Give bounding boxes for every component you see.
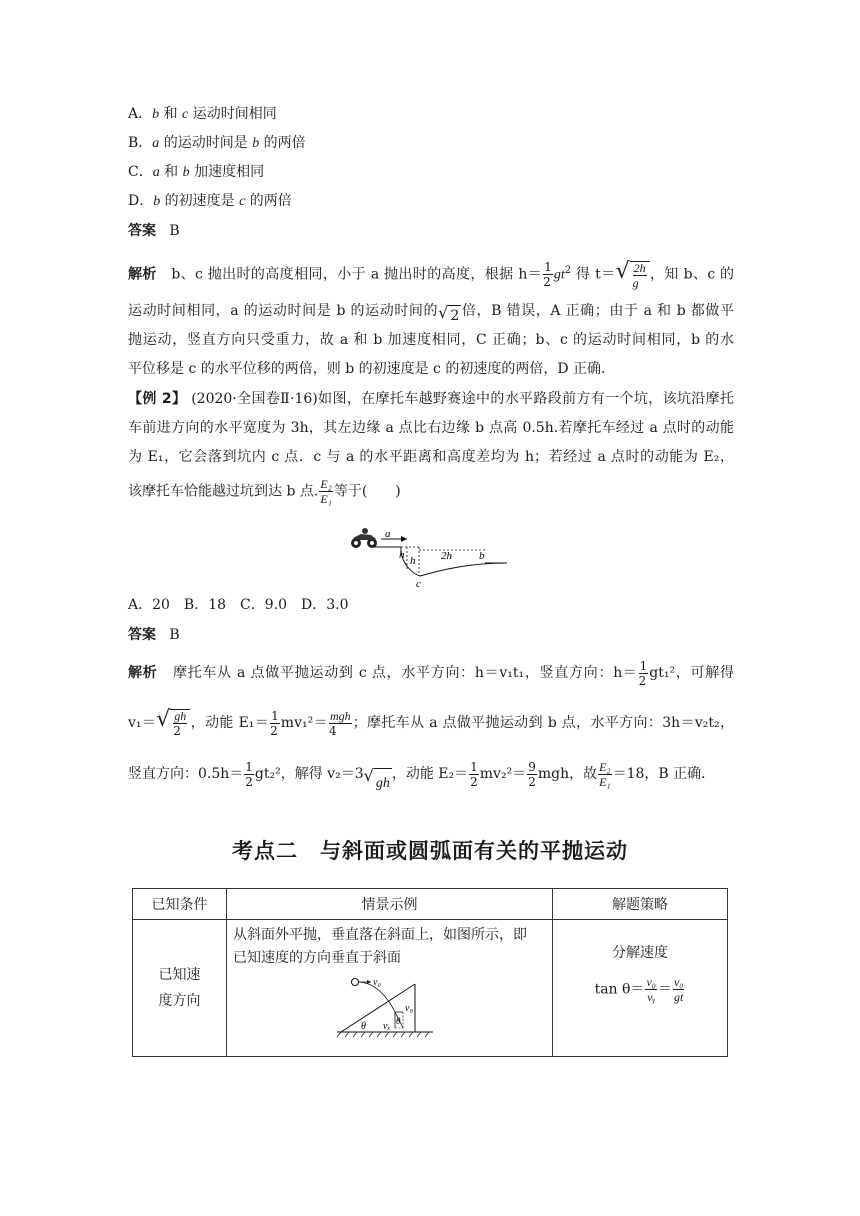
option-b: B．a 的运动时间是 b 的两倍 <box>128 135 306 151</box>
example-tag: 【例 2】 <box>128 391 187 407</box>
fraction-e2-e1: $\frac{\text{E₂}}{\text{E₁}}$ <box>320 477 332 506</box>
analysis-2-line3: 竖直方向：0.5h＝ $\frac{1}{2}$ gt₂²，解得 v₂＝3 √ gh ，动能 E₂＝ $\frac{1}{2}$ mv₂²＝ $\frac{9}{2}$ mgh，故 $\frac{\text{E₂}}{\text{E₁}}$ ＝18，B 正确． <box>128 759 734 799</box>
answer-value: B <box>169 223 180 239</box>
analysis-2-line1: 解析 摩托车从 a 点做平抛运动到 c 点，水平方向：h＝v₁t₁，竖直方向：h＝ $\frac{1}{2}$ gt₁²，可解得 <box>128 658 735 688</box>
cell-example: 从斜面外平抛，垂直落在斜面上，如图所示，即 已知速度的方向垂直于斜面 v₀ v₀ vₓ θ θ <box>227 920 553 1057</box>
incline-diagram <box>333 974 453 1040</box>
section-title: 考点二 与斜面或圆弧面有关的平抛运动 <box>232 839 628 863</box>
answer-1 <box>128 221 180 241</box>
motorcycle-icon <box>351 528 377 548</box>
answer-label: 答案 <box>128 223 156 239</box>
sqrt-2: √ 2 <box>438 303 460 324</box>
sqrt-gh: √ gh <box>364 768 392 799</box>
analysis-1-line4: 平位移是 c 的水平位移的两倍，则 b 的初速度是 c 的初速度的两倍，D 正确． <box>128 361 616 377</box>
label-v0-top: v₀ <box>373 977 381 988</box>
label-h2: h <box>410 555 416 567</box>
sqrt-2h-over-g: √ $\frac{2h}{g}$ <box>616 261 650 289</box>
example-2-line3: 为 E₁，它会落到坑内 c 点．c 与 a 的水平距离和高度差均为 h；若经过 a 点时的动能为 E₂， <box>128 449 734 465</box>
example-2-line2: 车前进方向的水平宽度为 3h，其左边缘 a 点比右边缘 b 点高 0.5h.若摩托车经过 a 点时的动能 <box>128 420 734 436</box>
label-theta-1: θ <box>361 1021 366 1032</box>
sqrt-gh-over-2: √ $\frac{gh}{2}$ <box>156 709 190 737</box>
label-b: b <box>479 550 485 562</box>
analysis-2-line2: v₁＝ √ $\frac{gh}{2}$ ，动能 E₁＝ $\frac{1}{2}$ mv₁²＝ $\frac{\text{mgh}}{4}$ ；摩托车从 a 点做平抛运动到 b 点，水平方向：3h＝v₂t₂， <box>128 707 734 738</box>
analysis-label-2: 解析 <box>128 665 158 681</box>
label-h1: h <box>399 549 405 561</box>
answer-2 <box>128 625 180 645</box>
analysis-1-line2: 运动时间相同，a 的运动时间是 b 的运动时间的 √ 2 倍，B 错误，A 正确；由于 a 和 b 都做平 <box>128 303 734 324</box>
label-a: a <box>385 528 391 540</box>
strategy-table <box>132 888 728 1057</box>
pit-diagram <box>345 526 515 590</box>
cell-strategy: 分解速度 tan θ＝ $\frac{\text{v₀}}{\text{vᵧ}}$ ＝ $\frac{\text{v₀}}{gt}$ <box>553 920 728 1057</box>
header-strategy: 解题策略 <box>553 889 728 920</box>
header-condition: 已知条件 <box>133 889 227 920</box>
label-c: c <box>416 578 421 590</box>
header-example: 情景示例 <box>227 889 553 920</box>
example-2-line4: 该摩托车恰能越过坑到达 b 点. $\frac{\text{E₂}}{\text{E₁}}$ 等于( ) <box>128 477 401 506</box>
table-header-row <box>133 889 728 920</box>
analysis-1-line1: 解析 b、c 抛出时的高度相同，小于 a 抛出时的高度，根据 h＝ $\frac{1}{2}$ $gt^2$ 得 t＝ √ $\frac{2h}{g}$ ，知 b、c 的 <box>128 258 735 290</box>
option-c: C．a 和 b 加速度相同 <box>128 164 265 180</box>
option-a: A．b 和 c 运动时间相同 <box>128 106 277 122</box>
label-2h: 2h <box>441 550 452 562</box>
answer-label-2: 答案 <box>128 627 156 643</box>
cell-condition: 已知速 度方向 <box>133 920 227 1057</box>
label-vx: vₓ <box>383 1021 391 1032</box>
option-d: D．b 的初速度是 c 的两倍 <box>128 193 292 209</box>
analysis-1-line3: 抛运动，竖直方向只受重力，故 a 和 b 加速度相同，C 正确；b、c 的运动时间相同，b 的水 <box>128 332 734 348</box>
example-2-options: A．20 B．18 C．9.0 D．3.0 <box>128 597 349 613</box>
label-theta-2: θ <box>396 1016 401 1026</box>
table-row <box>133 920 728 1057</box>
answer-value-2: B <box>169 627 180 643</box>
label-v0-side: v₀ <box>405 1003 413 1014</box>
fraction-half: $\frac{1}{2}$ <box>543 260 552 290</box>
analysis-label: 解析 <box>128 266 157 283</box>
tan-formula: tan θ＝ $\frac{\text{v₀}}{\text{vᵧ}}$ ＝ $\frac{\text{v₀}}{gt}$ <box>594 975 684 1004</box>
example-2-line1: 【例 2】 (2020·全国卷Ⅱ·16)如图，在摩托车越野赛途中的水平路段前方有一个坑，该坑沿摩托 <box>128 391 735 407</box>
